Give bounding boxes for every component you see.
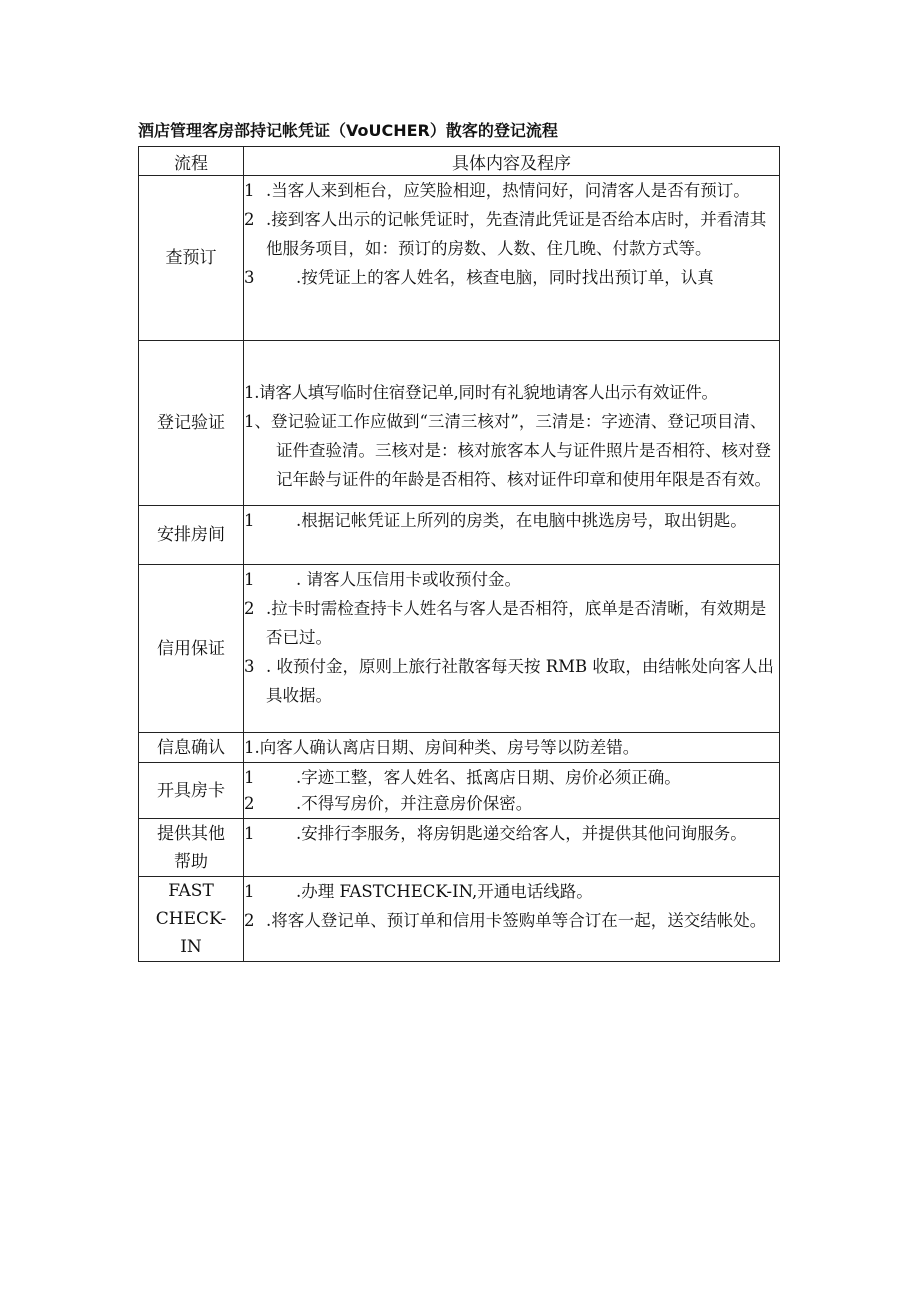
table-row [139,819,780,877]
process-content [244,176,780,341]
item-text: . 请客人压信用卡或收预付金。 [296,570,521,589]
item-number: 1 [244,882,255,901]
item-text: .将客人登记单、预订单和信用卡签购单等合订在一起，送交结帐处。 [266,911,767,930]
table-row [139,763,780,819]
list-item [244,906,779,935]
process-name: 登记验证 [139,341,244,506]
list-item [244,877,779,906]
process-content [244,763,780,819]
item-number: 1 [244,824,255,843]
item-number: 1 [244,511,255,530]
item-number: 1 [244,570,255,589]
process-name: 查预订 [139,176,244,341]
item-text: .按凭证上的客人姓名，核查电脑，同时找出预订单，认真 [296,268,714,287]
list-item [244,791,779,817]
item-text: .拉卡时需检查持卡人姓名与客人是否相符，底单是否清晰，有效期是否已过。 [266,599,767,647]
item-number: 3 [244,268,255,287]
table-row [139,506,780,565]
list-item [244,205,779,263]
process-name: 信息确认 [139,733,244,763]
item-number: 1 [244,181,255,200]
item-text: .办理 FASTCHECK-IN,开通电话线路。 [296,882,593,901]
process-content [244,733,780,763]
process-content [244,819,780,877]
item-text: . 收预付金，原则上旅行社散客每天按 RMB 收取，由结帐处向客人出具收据。 [266,657,774,705]
table-row [139,733,780,763]
table-row [139,877,780,962]
list-item: 1、登记验证工作应做到“三清三核对”，三清是：字迹清、登记项目清、证件查验清。三核对是：核对旅客本人与证件照片是否相符、核对登记年龄与证件的年龄是否相符、核对证件印章和使用年限是否有效。 [244,412,771,489]
item-number: 3 [244,657,255,676]
process-table [138,146,780,962]
item-number: 2 [244,210,255,229]
item-text: .字迹工整，客人姓名、抵离店日期、房价必须正确。 [296,767,681,787]
list-item [244,594,779,652]
table-row [139,341,780,506]
list-item [244,506,779,535]
process-name: FAST CHECK-IN [139,877,244,962]
process-content [244,877,780,962]
list-item [244,176,779,205]
item-text: .当客人来到柜台，应笑脸相迎，热情问好，问清客人是否有预订。 [266,181,750,200]
table-row [139,176,780,341]
list-item: 1.请客人填写临时住宿登记单,同时有礼貌地请客人出示有效证件。 [244,383,718,402]
item-number: 2 [244,911,255,930]
item-number: 2 [244,599,255,618]
list-item [244,652,779,710]
list-item: 1.向客人确认离店日期、房间种类、房号等以防差错。 [244,738,640,757]
process-name: 开具房卡 [139,763,244,819]
process-name: 提供其他帮助 [139,819,244,877]
document-title: 酒店管理客房部持记帐凭证（VoUCHER）散客的登记流程 [138,121,558,140]
header-content: 具体内容及程序 [244,147,780,176]
process-name: 安排房间 [139,506,244,565]
item-number: 2 [244,793,255,813]
list-item [244,565,779,594]
item-text: .接到客人出示的记帐凭证时，先查清此凭证是否给本店时，并看清其他服务项目，如：预订的房数、人数、住几晚、付款方式等。 [266,210,767,258]
list-item [244,765,779,791]
item-number: 1 [244,767,255,787]
process-content [244,506,780,565]
table-row [139,565,780,733]
item-text: .不得写房价，并注意房价保密。 [296,793,533,813]
header-process: 流程 [139,147,244,176]
process-content [244,565,780,733]
table-header-row [139,147,780,176]
item-text: .安排行李服务，将房钥匙递交给客人，并提供其他问询服务。 [296,824,747,843]
process-content [244,341,780,506]
list-item [244,819,779,848]
process-name: 信用保证 [139,565,244,733]
item-text: .根据记帐凭证上所列的房类，在电脑中挑选房号，取出钥匙。 [296,511,747,530]
list-item [244,263,779,292]
